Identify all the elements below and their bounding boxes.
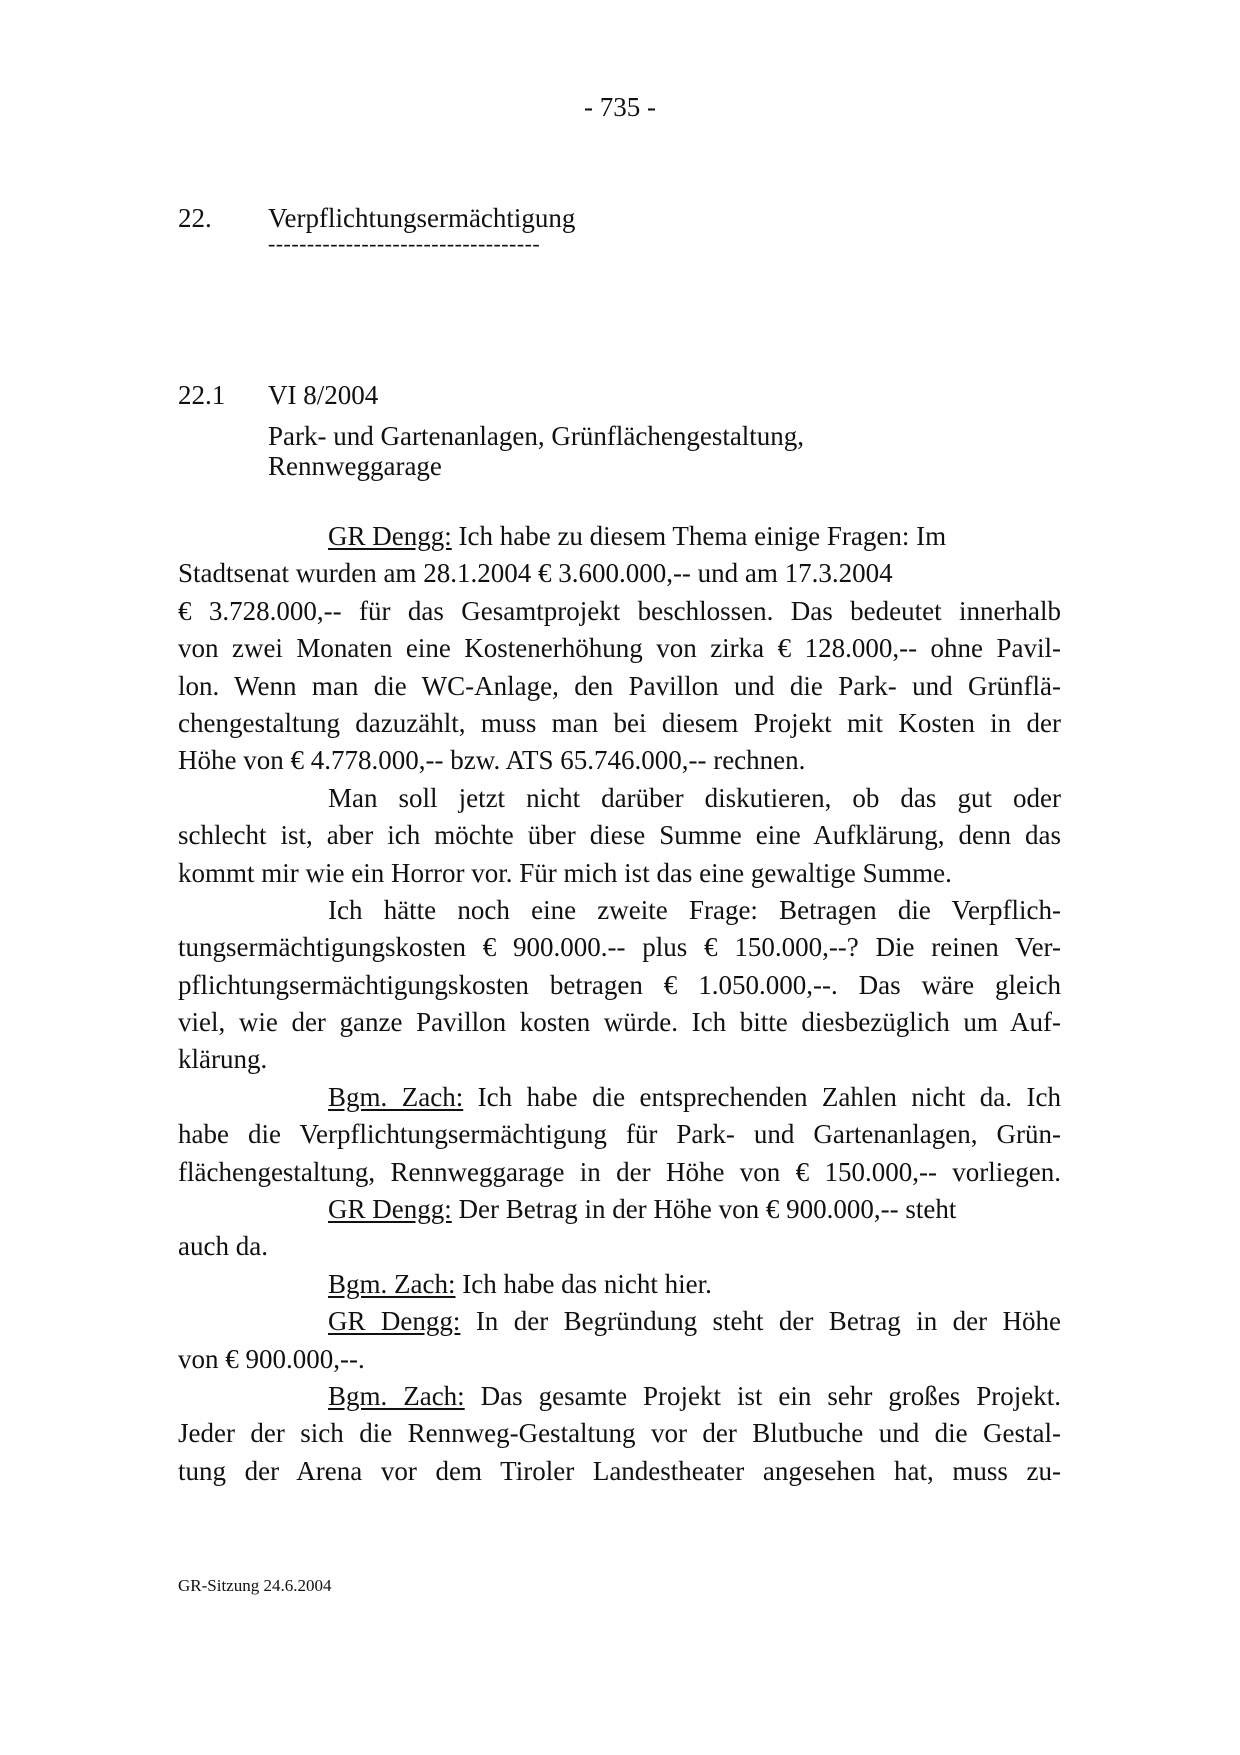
- line-text: tungsermächtigungskosten € 900.000.-- plus € 150.000,--? Die reinen Ver-: [178, 932, 1061, 963]
- line-text: klärung.: [178, 1044, 268, 1075]
- line-text: kommt mir wie ein Horror vor. Für mich ist das eine gewaltige Summe.: [178, 857, 952, 888]
- text-line: [178, 967, 1061, 1004]
- text-line: [178, 1004, 1061, 1041]
- speaker-line: [178, 1079, 1061, 1116]
- speaker-name: Bgm. Zach:: [328, 1268, 456, 1299]
- text-line: [178, 1154, 1061, 1191]
- page-number: - 735 -: [584, 92, 656, 122]
- subsection-number: 22.1: [178, 380, 226, 410]
- text-line: [178, 593, 1061, 630]
- text-line: [178, 929, 1061, 966]
- footer-session-date: GR-Sitzung 24.6.2004: [178, 1576, 332, 1595]
- speaker-name: Bgm. Zach:: [328, 1081, 464, 1112]
- text-line: [178, 1116, 1061, 1153]
- text-line: [178, 1415, 1061, 1452]
- speaker-name: Bgm. Zach:: [328, 1380, 465, 1411]
- text-line: [178, 1341, 1061, 1378]
- subsection-title: [268, 421, 968, 481]
- speaker-line: [178, 1266, 1061, 1303]
- line-text: flächengestaltung, Rennweggarage in der Höhe von € 150.000,-- vorliegen.: [178, 1156, 1061, 1187]
- line-text: von zwei Monaten eine Kostenerhöhung von zirka € 128.000,-- ohne Pavil-: [178, 633, 1061, 664]
- text-line: [178, 855, 1061, 892]
- line-text: Man soll jetzt nicht darüber diskutieren, ob das gut oder: [328, 782, 1061, 813]
- line-text: Stadtsenat wurden am 28.1.2004 € 3.600.000,-- und am 17.3.2004: [178, 558, 893, 589]
- section-title-rule: -----------------------------------: [268, 231, 541, 256]
- speaker-name: GR Dengg:: [328, 521, 452, 551]
- speaker-line: [178, 1378, 1061, 1415]
- line-text: Ich habe zu diesem Thema einige Fragen: Im: [451, 521, 947, 551]
- line-text: Ich hätte noch eine zweite Frage: Betragen die Verpflich-: [328, 894, 1061, 925]
- text-line: [178, 1453, 1061, 1490]
- line-text: Der Betrag in der Höhe von € 900.000,-- steht: [451, 1194, 957, 1225]
- line-text: habe die Verpflichtungsermächtigung für Park- und Gartenanlagen, Grün-: [178, 1119, 1061, 1150]
- text-line: [178, 668, 1061, 705]
- line-text: von € 900.000,--.: [178, 1343, 365, 1374]
- line-text: viel, wie der ganze Pavillon kosten würde. Ich bitte diesbezüglich um Auf-: [178, 1007, 1061, 1038]
- line-text: € 3.728.000,-- für das Gesamtprojekt beschlossen. Das bedeutet innerhalb: [178, 595, 1061, 626]
- text-line: [178, 780, 1061, 817]
- text-line: [178, 630, 1061, 667]
- subsection-title-line: Park- und Gartenanlagen, Grünflächengestaltung,: [268, 421, 805, 451]
- line-text: Ich habe das nicht hier.: [455, 1268, 712, 1299]
- speaker-name: GR Dengg:: [328, 1306, 461, 1337]
- minutes-body: [178, 518, 1061, 1490]
- speaker-line: [178, 1303, 1061, 1340]
- speaker-name: GR Dengg:: [328, 1194, 452, 1225]
- section-number: 22.: [178, 203, 212, 233]
- text-line: [178, 1228, 1061, 1265]
- text-line: [178, 892, 1061, 929]
- subsection-code: VI 8/2004: [268, 380, 379, 410]
- line-text: Jeder der sich die Rennweg-Gestaltung vor der Blutbuche und die Gestal-: [178, 1418, 1061, 1449]
- text-line: [178, 1041, 1061, 1078]
- text-line: [178, 555, 1061, 592]
- line-text: Ich habe die entsprechenden Zahlen nicht da. Ich: [463, 1081, 1061, 1112]
- line-text: auch da.: [178, 1231, 268, 1262]
- subsection-title-line: Rennweggarage: [268, 451, 442, 481]
- section-title: Verpflichtungsermächtigung: [268, 203, 576, 233]
- line-text: In der Begründung steht der Betrag in der Höhe: [460, 1306, 1061, 1337]
- line-text: pflichtungsermächtigungskosten betragen € 1.050.000,--. Das wäre gleich: [178, 969, 1061, 1000]
- line-text: lon. Wenn man die WC-Anlage, den Pavillon und die Park- und Grünflä-: [178, 670, 1061, 701]
- text-line: [178, 705, 1061, 742]
- speaker-line: [178, 518, 1061, 555]
- speaker-line: [178, 1191, 1061, 1228]
- text-line: [178, 742, 1061, 779]
- text-line: [178, 817, 1061, 854]
- line-text: Das gesamte Projekt ist ein sehr großes Projekt.: [464, 1380, 1061, 1411]
- line-text: schlecht ist, aber ich möchte über diese Summe eine Aufklärung, denn das: [178, 820, 1061, 851]
- line-text: chengestaltung dazuzählt, muss man bei diesem Projekt mit Kosten in der: [178, 707, 1061, 738]
- line-text: Höhe von € 4.778.000,-- bzw. ATS 65.746.000,-- rechnen.: [178, 745, 806, 776]
- line-text: tung der Arena vor dem Tiroler Landestheater angesehen hat, muss zu-: [178, 1455, 1061, 1486]
